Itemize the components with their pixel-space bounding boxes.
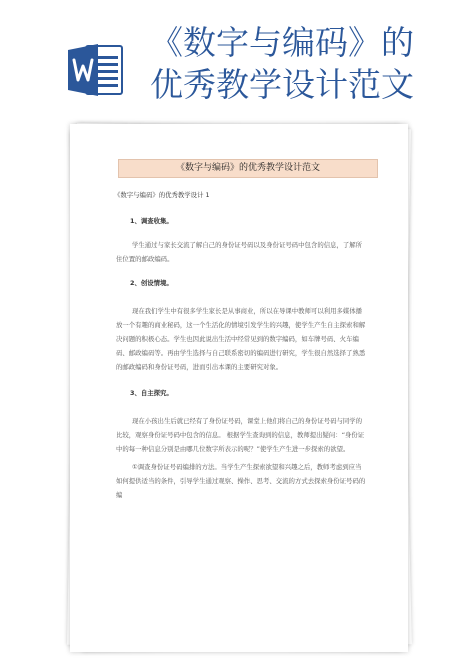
section-heading: 2、创设情境。: [130, 279, 173, 287]
header: [0, 0, 474, 115]
section-heading: 1、调查收集。: [130, 217, 173, 225]
section-heading: 3、自主探究。: [130, 389, 173, 397]
section-paragraph: ①调查身份证号码编排的方法。当学生产生探索欲望和兴趣之后，教师考虑到应当如何提供适当的条件，引导学生通过观察、操作、思考、交流的方式去探索身份证号码的编: [116, 463, 366, 499]
document-page: [70, 124, 408, 652]
section-paragraph: 学生通过与家长交流了解自己的身份证号码以及身份证号码中包含的信息，了解所住位置的邮政编码。: [116, 241, 363, 263]
word-logo-icon: [66, 40, 126, 100]
document-subtitle: 《数字与编码》的优秀教学设计 1: [114, 191, 210, 199]
section-paragraph: 现在小孩出生后就已经有了身份证号码，课堂上他们将自己的身份证号码与同学的比较，观察身份证号码中包含的信息。 根据学生查询到的信息，教师提出疑问：“身份证中的每一种信息分别是由哪几位数字所表示的呢？”使学生产生进一步探索的欲望。: [116, 417, 365, 453]
page-title-line-2: 优秀教学设计范文: [150, 65, 414, 104]
page-title-line-1: 《数字与编码》的: [150, 23, 414, 62]
section-paragraph: 现在我们学生中有很多学生家长是从事商业，所以在导课中教师可以利用多媒体播放一个有趣的商业秘码，这一个生活化的情境引发学生的兴趣，使学生产生自主探索和解决问题的积极心态。学生也因此说出生活中经常见到的数字编码，如车牌号码、火车编码、邮政编码等。再由学生选择与自己联系密切的编码进行研究，学生很自然选择了熟悉的邮政编码和身份证号码，进而引出本课的主要研究对象。: [116, 307, 366, 371]
document-title-bar: [118, 159, 378, 178]
document-title: 《数字与编码》的优秀教学设计范文: [175, 163, 320, 173]
